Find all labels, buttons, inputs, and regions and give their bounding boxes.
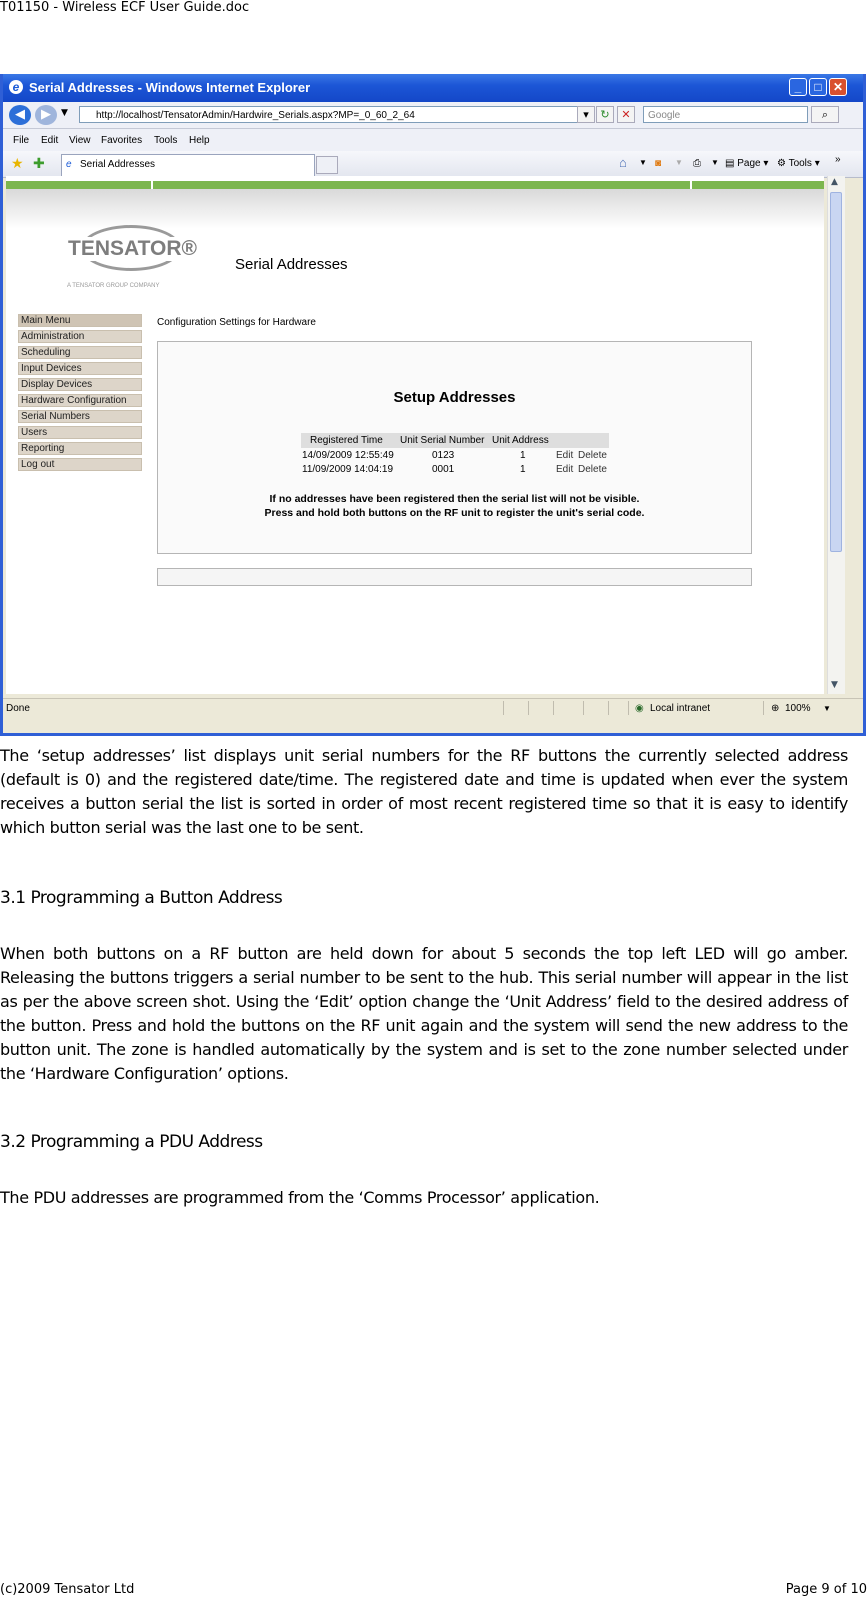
section-3-2-text: The PDU addresses are programmed from the ‘Comms Processor’ application. (0, 1188, 600, 1207)
edit-link[interactable]: Edit (556, 450, 574, 461)
close-button[interactable]: ✕ (829, 78, 847, 96)
window-title: Serial Addresses - Windows Internet Explorer (29, 80, 311, 95)
logo-subtext: A TENSATOR GROUP COMPANY (67, 283, 160, 289)
url-field[interactable]: http://localhost/TensatorAdmin/Hardwire_Serials.aspx?MP=_0_60_2_64 (79, 106, 589, 123)
home-dropdown-icon[interactable]: ▼ (639, 158, 647, 167)
col-registered-time: Registered Time (310, 435, 383, 446)
refresh-icon[interactable]: ↻ (596, 106, 614, 123)
row-time: 11/09/2009 14:04:19 (302, 464, 394, 475)
menu-bar (3, 129, 863, 151)
print-icon[interactable]: ⎙ (693, 158, 701, 169)
page-menu-button[interactable]: ▤ Page ▾ (725, 158, 769, 169)
footer-page-number: Page 9 of 10 (785, 1582, 867, 1597)
search-input[interactable]: Google (643, 106, 808, 123)
maximize-button[interactable]: □ (809, 78, 827, 96)
logo-text: TENSATOR® (65, 237, 200, 261)
nav-display-devices[interactable]: Display Devices (18, 378, 142, 391)
header-green-bar (6, 181, 824, 189)
favorites-star-icon[interactable]: ★ (11, 155, 24, 171)
url-dropdown-icon[interactable]: ▾ (577, 106, 595, 123)
search-icon[interactable]: ⌕ (811, 106, 839, 123)
ie-icon: e (9, 80, 23, 94)
col-unit-address: Unit Address (492, 435, 549, 446)
row-address: 1 (520, 464, 526, 475)
new-tab-button[interactable] (316, 156, 338, 174)
page-menu-label: Page (737, 158, 761, 169)
address-bar (3, 102, 863, 129)
nav-log-out[interactable]: Log out (18, 458, 142, 471)
section-3-2-heading: 3.2 Programming a PDU Address (0, 1132, 263, 1152)
setup-panel (157, 341, 752, 554)
status-bar (3, 698, 863, 717)
row-time: 14/09/2009 12:55:49 (302, 450, 394, 461)
tensator-logo (61, 221, 201, 291)
home-icon[interactable]: ⌂ (619, 155, 627, 170)
serial-table (301, 433, 609, 476)
feeds-icon[interactable]: ◙ (655, 158, 662, 169)
intranet-icon: ◉ (635, 703, 644, 714)
nav-serial-numbers[interactable]: Serial Numbers (18, 410, 142, 423)
config-label: Configuration Settings for Hardware (157, 317, 316, 328)
zoom-icon: ⊕ (771, 703, 780, 714)
instructions (158, 492, 751, 520)
page-title: Serial Addresses (235, 256, 348, 273)
row-address: 1 (520, 450, 526, 461)
note-press-buttons: Press and hold both buttons on the RF unit to register the unit's serial code. (264, 507, 645, 519)
nav-input-devices[interactable]: Input Devices (18, 362, 142, 375)
nav-scheduling[interactable]: Scheduling (18, 346, 142, 359)
setup-title: Setup Addresses (393, 389, 516, 406)
status-text: Done (6, 703, 30, 714)
window-titlebar (3, 74, 863, 102)
forward-button[interactable]: ▶ (35, 105, 57, 125)
chevron-more-icon[interactable]: » (835, 154, 841, 165)
menu-help[interactable]: Help (189, 135, 210, 146)
table-row (301, 462, 609, 476)
paragraph-setup-addresses: The ‘setup addresses’ list displays unit serial numbers for the RF buttons the currently selected address (default is 0) and the registered date/time. The registered date and time is updated when ever the system receives a button serial the list is sorted in order of most recent registered time so that it is easy to identify which button serial was the last one to be sent. (0, 746, 848, 837)
scroll-up-icon[interactable]: ▲ (831, 177, 838, 187)
table-row (301, 448, 609, 462)
section-3-1-heading: 3.1 Programming a Button Address (0, 888, 283, 908)
menu-tools[interactable]: Tools (154, 135, 178, 146)
print-dropdown-icon[interactable]: ▼ (711, 158, 719, 167)
nav-users[interactable]: Users (18, 426, 142, 439)
zoom-dropdown-icon[interactable]: ▼ (823, 704, 831, 713)
footer-panel (157, 568, 752, 586)
tools-menu-button[interactable]: ⚙ Tools ▾ (777, 158, 820, 169)
feeds-dropdown-icon[interactable]: ▼ (675, 158, 683, 167)
delete-link[interactable]: Delete (578, 464, 607, 475)
menu-favorites[interactable]: Favorites (101, 135, 143, 146)
delete-link[interactable]: Delete (578, 450, 607, 461)
add-favorite-icon[interactable]: ✚ (33, 155, 45, 171)
stop-icon[interactable]: ✕ (617, 106, 635, 123)
back-button[interactable]: ◀ (9, 105, 31, 125)
vertical-scrollbar[interactable] (827, 176, 845, 694)
zoom-level[interactable]: 100% (785, 703, 811, 714)
tab-label: Serial Addresses (80, 159, 156, 170)
menu-file[interactable]: File (13, 135, 30, 146)
row-serial: 0001 (432, 464, 455, 475)
favorites-bar (3, 151, 863, 178)
zone-text: Local intranet (650, 703, 711, 714)
browser-screenshot (0, 74, 866, 736)
row-serial: 0123 (432, 450, 455, 461)
menu-view[interactable]: View (69, 135, 91, 146)
col-unit-serial-number: Unit Serial Number (400, 435, 485, 446)
side-navigation (18, 314, 142, 474)
edit-link[interactable]: Edit (556, 464, 574, 475)
minimize-button[interactable]: _ (789, 78, 807, 96)
tab-serial-addresses[interactable] (61, 154, 315, 176)
page-content (6, 176, 824, 694)
nav-hardware-configuration[interactable]: Hardware Configuration (18, 394, 142, 407)
scroll-thumb[interactable] (830, 192, 842, 552)
footer-copyright: (c)2009 Tensator Ltd (0, 1582, 135, 1597)
note-no-addresses: If no addresses have been registered then the serial list will not be visible. (269, 493, 640, 505)
table-header (301, 433, 609, 448)
section-3-1-text: When both buttons on a RF button are held down for about 5 seconds the top left LED will go amber. Releasing the buttons triggers a serial number to be sent to the hub. This serial number will appear in the list as per the above screen shot. Using the ‘Edit’ option change the ‘Unit Address’ field to the desired address of the button. Press and hold the buttons on the RF unit again and the system will send the new address to the button unit. The zone is handled automatically by the system and is set to the zone number selected under the ‘Hardware Configuration’ options. (0, 944, 848, 1083)
tools-menu-label: Tools (788, 158, 812, 169)
scroll-down-icon[interactable]: ▼ (831, 680, 838, 690)
document-header: T01150 - Wireless ECF User Guide.doc (0, 0, 250, 15)
menu-edit[interactable]: Edit (41, 135, 59, 146)
nav-main-menu[interactable]: Main Menu (18, 314, 142, 327)
nav-administration[interactable]: Administration (18, 330, 142, 343)
tab-ie-icon: e (66, 159, 72, 170)
nav-reporting[interactable]: Reporting (18, 442, 142, 455)
history-dropdown-icon[interactable]: ▼ (61, 108, 68, 118)
